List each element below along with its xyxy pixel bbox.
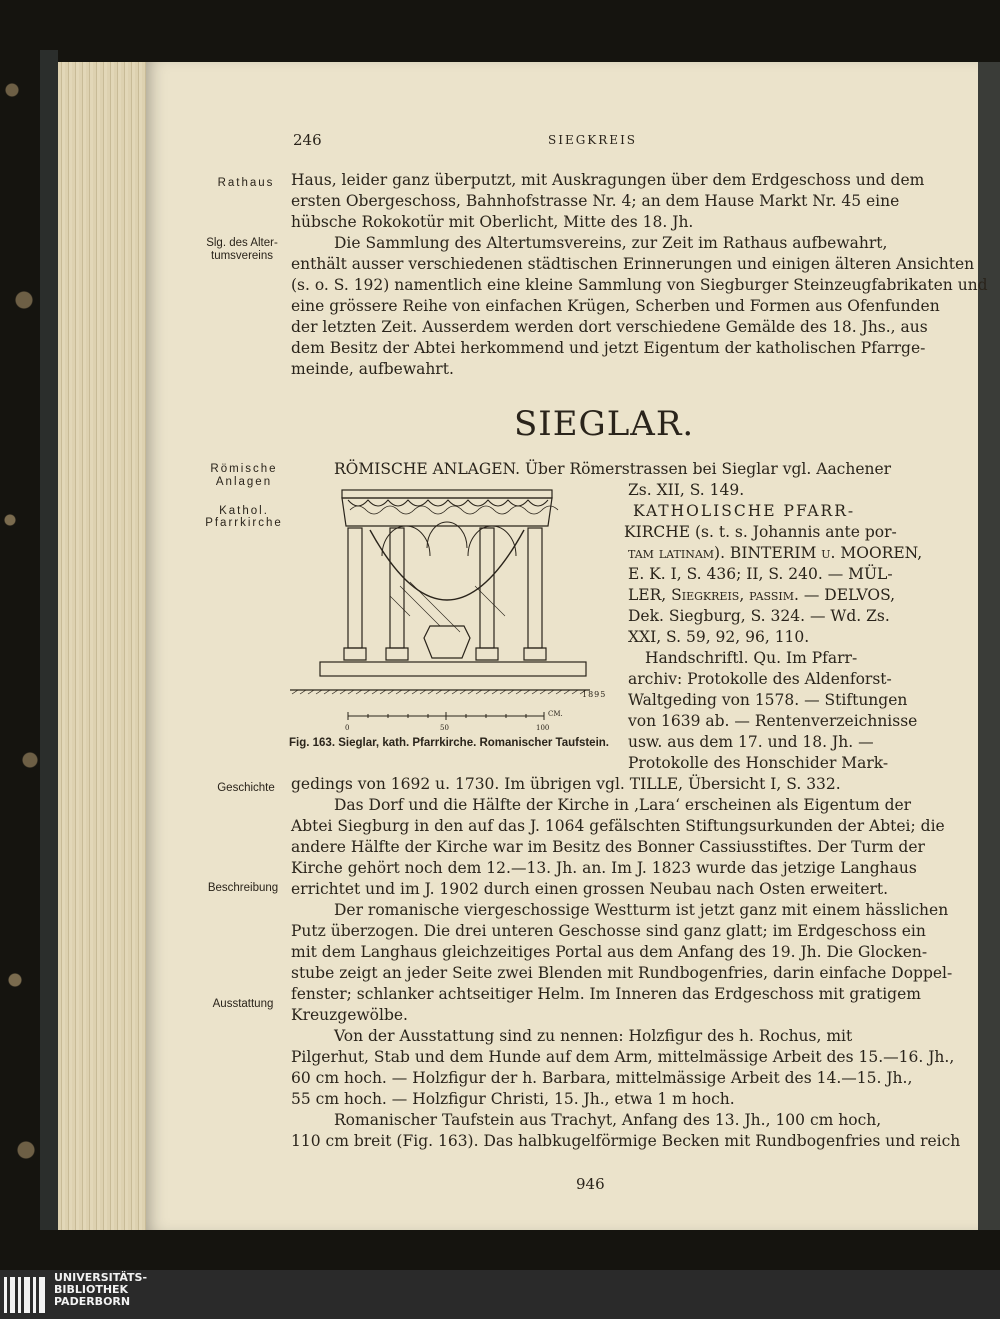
text-line: stube zeigt an jeder Seite zwei Blenden mit Rundbogenfries, darin einfache Doppel- bbox=[291, 964, 953, 982]
text-line: Haus, leider ganz überputzt, mit Auskragungen über dem Erdgeschoss und dem bbox=[291, 171, 925, 189]
margin-note-rathaus: Rathaus bbox=[217, 177, 275, 189]
page-edges bbox=[58, 62, 153, 1230]
text-line: ersten Obergeschoss, Bahnhofstrasse Nr. 4; an dem Hause Markt Nr. 45 eine bbox=[291, 192, 900, 210]
text-line: 60 cm hoch. — Holzfigur der h. Barbara, mittelmässige Arbeit des 14.—15. Jh., bbox=[291, 1069, 913, 1087]
text-line: Die Sammlung des Altertumsvereins, zur Zeit im Rathaus aufbewahrt, bbox=[334, 234, 888, 252]
scale-mid: 50 bbox=[440, 724, 449, 732]
page-number: 246 bbox=[293, 131, 322, 149]
margin-note-ausstattung: Ausstattung bbox=[212, 998, 274, 1010]
library-name-line2: BIBLIOTHEK bbox=[54, 1283, 129, 1296]
text-line: der letzten Zeit. Ausserdem werden dort verschiedene Gemälde des 18. Jhs., aus bbox=[291, 318, 928, 336]
folio-number: 946 bbox=[576, 1175, 605, 1193]
text-line: dem Besitz der Abtei herkommend und jetzt Eigentum der katholischen Pfarrge- bbox=[291, 339, 926, 357]
text-line: Romanischer Taufstein aus Trachyt, Anfang des 13. Jh., 100 cm hoch, bbox=[334, 1111, 882, 1129]
figure-year: 1895 bbox=[582, 690, 607, 699]
margin-note-slg-line2: tumsvereins bbox=[211, 250, 273, 262]
baptismal-font-illustration bbox=[290, 486, 620, 726]
text-line: Protokolle des Honschider Mark- bbox=[628, 754, 889, 772]
section-title: SIEGLAR. bbox=[514, 404, 695, 444]
text-line: E. K. I, S. 436; II, S. 240. — MÜL- bbox=[628, 565, 893, 583]
text-line: Putz überzogen. Die drei unteren Geschosse sind ganz glatt; im Erdgeschoss ein bbox=[291, 922, 926, 940]
text-line: RÖMISCHE ANLAGEN. Über Römerstrassen bei Sieglar vgl. Aachener bbox=[334, 460, 892, 478]
text-line: archiv: Protokolle des Aldenforst- bbox=[628, 670, 892, 688]
margin-note-beschreibung: Beschreibung bbox=[207, 882, 279, 894]
text-line: KATHOLISCHE PFARR- bbox=[633, 502, 856, 520]
text-line: Handschriftl. Qu. Im Pfarr- bbox=[645, 649, 858, 667]
margin-note-geschichte: Geschichte bbox=[217, 782, 275, 794]
margin-note-roemische-line1: Römische bbox=[210, 463, 278, 475]
scale-unit: CM. bbox=[548, 710, 563, 718]
text-line: Waltgeding von 1578. — Stiftungen bbox=[628, 691, 908, 709]
library-logo-icon bbox=[4, 1275, 48, 1315]
margin-note-kathol-line2: Pfarrkirche bbox=[205, 517, 283, 529]
text-line: (s. o. S. 192) namentlich eine kleine Sammlung von Siegburger Steinzeugfabrikaten und bbox=[291, 276, 988, 294]
text-line: usw. aus dem 17. und 18. Jh. — bbox=[628, 733, 874, 751]
text-line: eine grössere Reihe von einfachen Krügen, Scherben und Formen aus Ofenfunden bbox=[291, 297, 940, 315]
text-line: meinde, aufbewahrt. bbox=[291, 360, 454, 378]
text-line: Das Dorf und die Hälfte der Kirche in ‚Lara‘ erscheinen als Eigentum der bbox=[334, 796, 912, 814]
library-name-line3: PADERBORN bbox=[54, 1295, 131, 1308]
library-name-line1: UNIVERSITÄTS- bbox=[54, 1271, 148, 1284]
scale-zero: 0 bbox=[345, 724, 350, 732]
scale-end: 100 bbox=[536, 724, 550, 732]
text-line: XXI, S. 59, 92, 96, 110. bbox=[628, 628, 810, 646]
text-line: 55 cm hoch. — Holzfigur Christi, 15. Jh., etwa 1 m hoch. bbox=[291, 1090, 735, 1108]
text-line: von 1639 ab. — Rentenverzeichnisse bbox=[628, 712, 918, 730]
text-line: errichtet und im J. 1902 durch einen grossen Neubau nach Osten erweitert. bbox=[291, 880, 889, 898]
text-line: Zs. XII, S. 149. bbox=[628, 481, 745, 499]
text-line: hübsche Rokokotür mit Oberlicht, Mitte des 18. Jh. bbox=[291, 213, 694, 231]
text-line: tam latinam). BINTERIM u. MOOREN, bbox=[628, 544, 923, 562]
text-line: fenster; schlanker achtseitiger Helm. Im Inneren das Erdgeschoss mit gratigem bbox=[291, 985, 921, 1003]
text-line: 110 cm breit (Fig. 163). Das halbkugelförmige Becken mit Rundbogenfries und reich bbox=[291, 1132, 961, 1150]
margin-note-slg-line1: Slg. des Alter- bbox=[206, 237, 278, 249]
text-line: andere Hälfte der Kirche war im Besitz des Bonner Cassiusstiftes. Der Turm der bbox=[291, 838, 925, 856]
running-title: SIEGKREIS bbox=[548, 133, 638, 147]
figure-caption: Fig. 163. Sieglar, kath. Pfarrkirche. Romanischer Taufstein. bbox=[289, 737, 609, 749]
text-line: Der romanische viergeschossige Westturm ist jetzt ganz mit einem hässlichen bbox=[334, 901, 949, 919]
text-line: LER, Siegkreis, passim. — DELVOS, bbox=[628, 586, 896, 604]
text-line: Kreuzgewölbe. bbox=[291, 1006, 408, 1024]
text-line: KIRCHE (s. t. s. Johannis ante por- bbox=[624, 523, 897, 541]
text-line: Abtei Siegburg in den auf das J. 1064 gefälschten Stiftungsurkunden der Abtei; die bbox=[291, 817, 945, 835]
right-cover-edge bbox=[978, 62, 1000, 1230]
text-line: Dek. Siegburg, S. 324. — Wd. Zs. bbox=[628, 607, 890, 625]
margin-note-roemische-line2: Anlagen bbox=[215, 476, 273, 488]
text-line: Von der Ausstattung sind zu nennen: Holzfigur des h. Rochus, mit bbox=[334, 1027, 853, 1045]
text-line: mit dem Langhaus gleichzeitiges Portal aus dem Anfang des 19. Jh. Die Glocken- bbox=[291, 943, 928, 961]
text-line: enthält ausser verschiedenen städtischen Erinnerungen und einigen älteren Ansichten bbox=[291, 255, 975, 273]
margin-note-kathol-line1: Kathol. bbox=[219, 505, 269, 517]
library-footer-bar bbox=[0, 1270, 1000, 1319]
text-line: Pilgerhut, Stab und dem Hunde auf dem Arm, mittelmässige Arbeit des 15.—16. Jh., bbox=[291, 1048, 955, 1066]
book-spine bbox=[40, 50, 58, 1230]
text-line: gedings von 1692 u. 1730. Im übrigen vgl. TILLE, Übersicht I, S. 332. bbox=[291, 775, 841, 793]
text-line: Kirche gehört noch dem 12.—13. Jh. an. Im J. 1823 wurde das jetzige Langhaus bbox=[291, 859, 917, 877]
library-name bbox=[54, 1272, 147, 1308]
